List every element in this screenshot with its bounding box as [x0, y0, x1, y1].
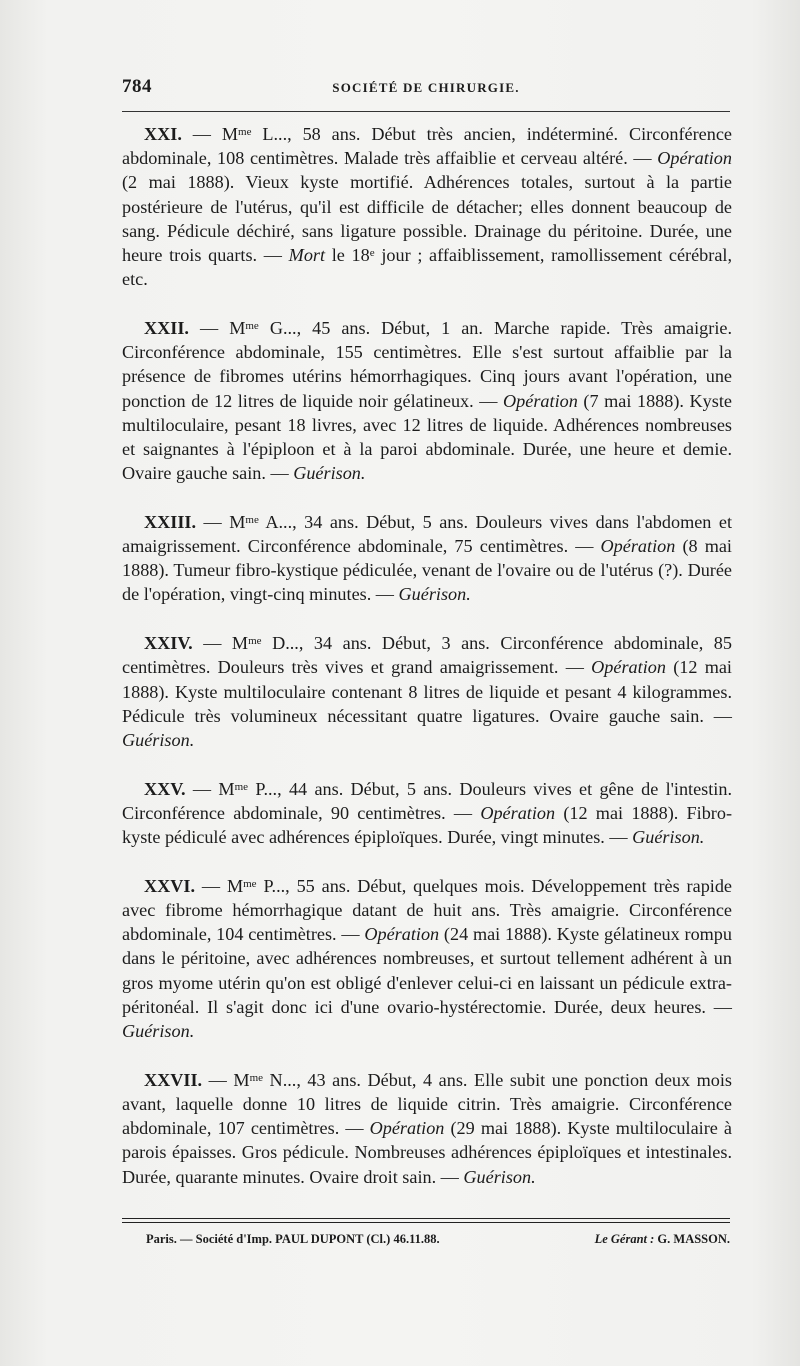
operation-label: Opération	[591, 657, 666, 678]
case-text: jour ; affaiblissement, ramollissement cérébral, etc.	[122, 245, 732, 290]
dash: —	[196, 511, 230, 532]
case-text: (8 mai 1888). Tumeur fibro-kystique pédiculée, venant de l'ovaire ou de l'utérus (?). Durée de l'opération, vingt-cinq minutes. —	[122, 536, 732, 605]
case-number: XXIV.	[144, 633, 193, 654]
operation-label: Opération	[364, 924, 440, 945]
honorific: $M^{me}$	[229, 511, 259, 532]
case-text: (12 mai 1888). Fibro-kyste pédiculé avec adhérences épiploïques. Durée, vingt minutes. —	[122, 802, 732, 848]
case-text: (12 mai 1888). Kyste multiloculaire contenant 8 litres de liquide et pesant 4 kilogrammes. Pédicule très volumineux nécessitant quatre ligatures. Ovaire gauche sain. —	[122, 657, 732, 726]
outcome-label: Guérison.	[122, 1021, 195, 1041]
dash: —	[181, 124, 222, 144]
footer-rule-top	[122, 1218, 730, 1219]
dash: —	[202, 1069, 234, 1090]
outcome-label: Guérison.	[293, 463, 366, 484]
header-rule	[122, 111, 730, 112]
dash: —	[192, 633, 232, 654]
case-entry-xxvii	[122, 1068, 732, 1189]
case-text: L..., 58 ans. Début très ancien, indéterminé. Circonférence abdominale, 108 centimètres. Malade très affaiblie et cerveau altéré. —	[122, 124, 732, 169]
honorific: $M^{me}$	[231, 633, 262, 654]
case-number: XXII.	[144, 317, 189, 338]
honorific: $M^{me}$	[221, 124, 252, 144]
case-number: XXIII.	[144, 511, 197, 532]
case-number: XXVII.	[144, 1069, 203, 1090]
operation-label: Opération	[600, 536, 676, 557]
case-entry-xxv	[122, 777, 732, 850]
printer-imprint: Paris. — Société d'Imp. PAUL DUPONT (Cl.) 46.11.88.	[146, 1232, 440, 1246]
case-entry-xxiii	[122, 510, 732, 607]
running-title: SOCIÉTÉ DE CHIRURGIE.	[332, 80, 520, 95]
operation-label: Opération	[503, 390, 578, 411]
case-text: (29 mai 1888). Kyste multiloculaire à parois épaisses. Gros pédicule. Nombreuses adhérences épiploïques et intestinales. Durée, quarante minutes. Ovaire droit sain. —	[122, 1118, 732, 1187]
outcome-label: Guérison.	[632, 827, 705, 848]
honorific: $M^{me}$	[233, 1069, 264, 1090]
dash: —	[195, 875, 227, 896]
case-text: D..., 34 ans. Début, 3 ans. Circonférence abdominale, 85 centimètres. Douleurs très vives et grand amaigrissement. —	[122, 633, 732, 678]
case-number: XXI.	[144, 124, 182, 144]
operation-label: Opération	[369, 1118, 445, 1139]
case-text: (24 mai 1888). Kyste gélatineux rompu dans le péritoine, avec adhérences nombreuses, et surtout tellement adhérent à un gros myome utérin qu'on est obligé d'enlever celui-ci en laissant un pédicule extra-péritonéal. Il s'agit donc ici d'une ovario-hystérectomie. Durée, deux heures. —	[122, 924, 732, 1017]
page-footer	[146, 1232, 730, 1254]
case-text: A..., 34 ans. Début, 5 ans. Douleurs vives dans l'abdomen et amaigrissement. Circonférence abdominale, 75 centimètres. —	[122, 511, 733, 557]
case-number: XXV.	[144, 778, 186, 799]
outcome-label: Guérison.	[122, 729, 195, 750]
case-text: P..., 55 ans. Début, quelques mois. Développement très rapide avec fibrome hémorrhagique datant de huit ans. Très amaigrie. Circonférence abdominale, 104 centimètres. —	[122, 875, 733, 945]
gerant-signature	[595, 1232, 730, 1247]
dash: —	[185, 778, 219, 799]
footer-rule-bottom	[122, 1222, 730, 1223]
case-text: (7 mai 1888). Kyste multiloculaire, pesant 18 livres, avec 12 litres de liquide. Adhérences nombreuses et saignantes à l'épiploon et à la paroi abdominale. Durée, une heure et demie. Ovaire gauche sain. —	[122, 390, 732, 484]
case-entry-xxvi	[122, 874, 732, 1043]
case-text: le 18	[325, 245, 370, 266]
gerant-label: Le Gérant :	[594, 1232, 655, 1246]
outcome-label: Mort	[288, 245, 326, 266]
honorific: $M^{me}$	[229, 317, 259, 338]
superscript: e	[369, 247, 375, 260]
honorific: $M^{me}$	[226, 875, 257, 896]
gerant-name: G. MASSON.	[654, 1232, 730, 1246]
operation-label: Opération	[480, 802, 556, 823]
outcome-label: Guérison.	[463, 1166, 536, 1187]
case-entry-xxiv	[122, 631, 732, 752]
page-number: 784	[122, 76, 152, 97]
body-text	[122, 122, 732, 1213]
case-entry-xxii	[122, 316, 732, 485]
case-text: (2 mai 1888). Vieux kyste mortifié. Adhérences totales, surtout à la partie postérieure de l'utérus, qu'il est difficile de détacher; elles donnent beaucoup de sang. Pédicule déchiré, sans ligature possible. Drainage du péritoine. Durée, une heure trois quarts. —	[122, 172, 732, 266]
case-entry-xxi	[122, 122, 732, 291]
operation-label: Opération	[657, 148, 732, 169]
case-text: N..., 43 ans. Début, 4 ans. Elle subit une ponction deux mois avant, laquelle donne 10 litres de liquide citrin. Très amaigrie. Circonférence abdominale, 107 centimètres. —	[122, 1069, 732, 1139]
case-text: G..., 45 ans. Début, 1 an. Marche rapide. Très amaigrie. Circonférence abdominale, 155 centimètres. Elle s'est surtout affaiblie par la présence de fibromes utérins hémorrhagiques. Cinq jours avant l'opération, une ponction de 12 litres de liquide noir gélatineux. —	[122, 317, 732, 411]
case-number: XXVI.	[144, 875, 196, 896]
outcome-label: Guérison.	[398, 584, 471, 605]
page-header	[122, 76, 730, 100]
case-text: P..., 44 ans. Début, 5 ans. Douleurs vives et gêne de l'intestin. Circonférence abdominale, 90 centimètres. —	[122, 778, 733, 823]
honorific: $M^{me}$	[218, 778, 249, 799]
dash: —	[188, 317, 230, 338]
